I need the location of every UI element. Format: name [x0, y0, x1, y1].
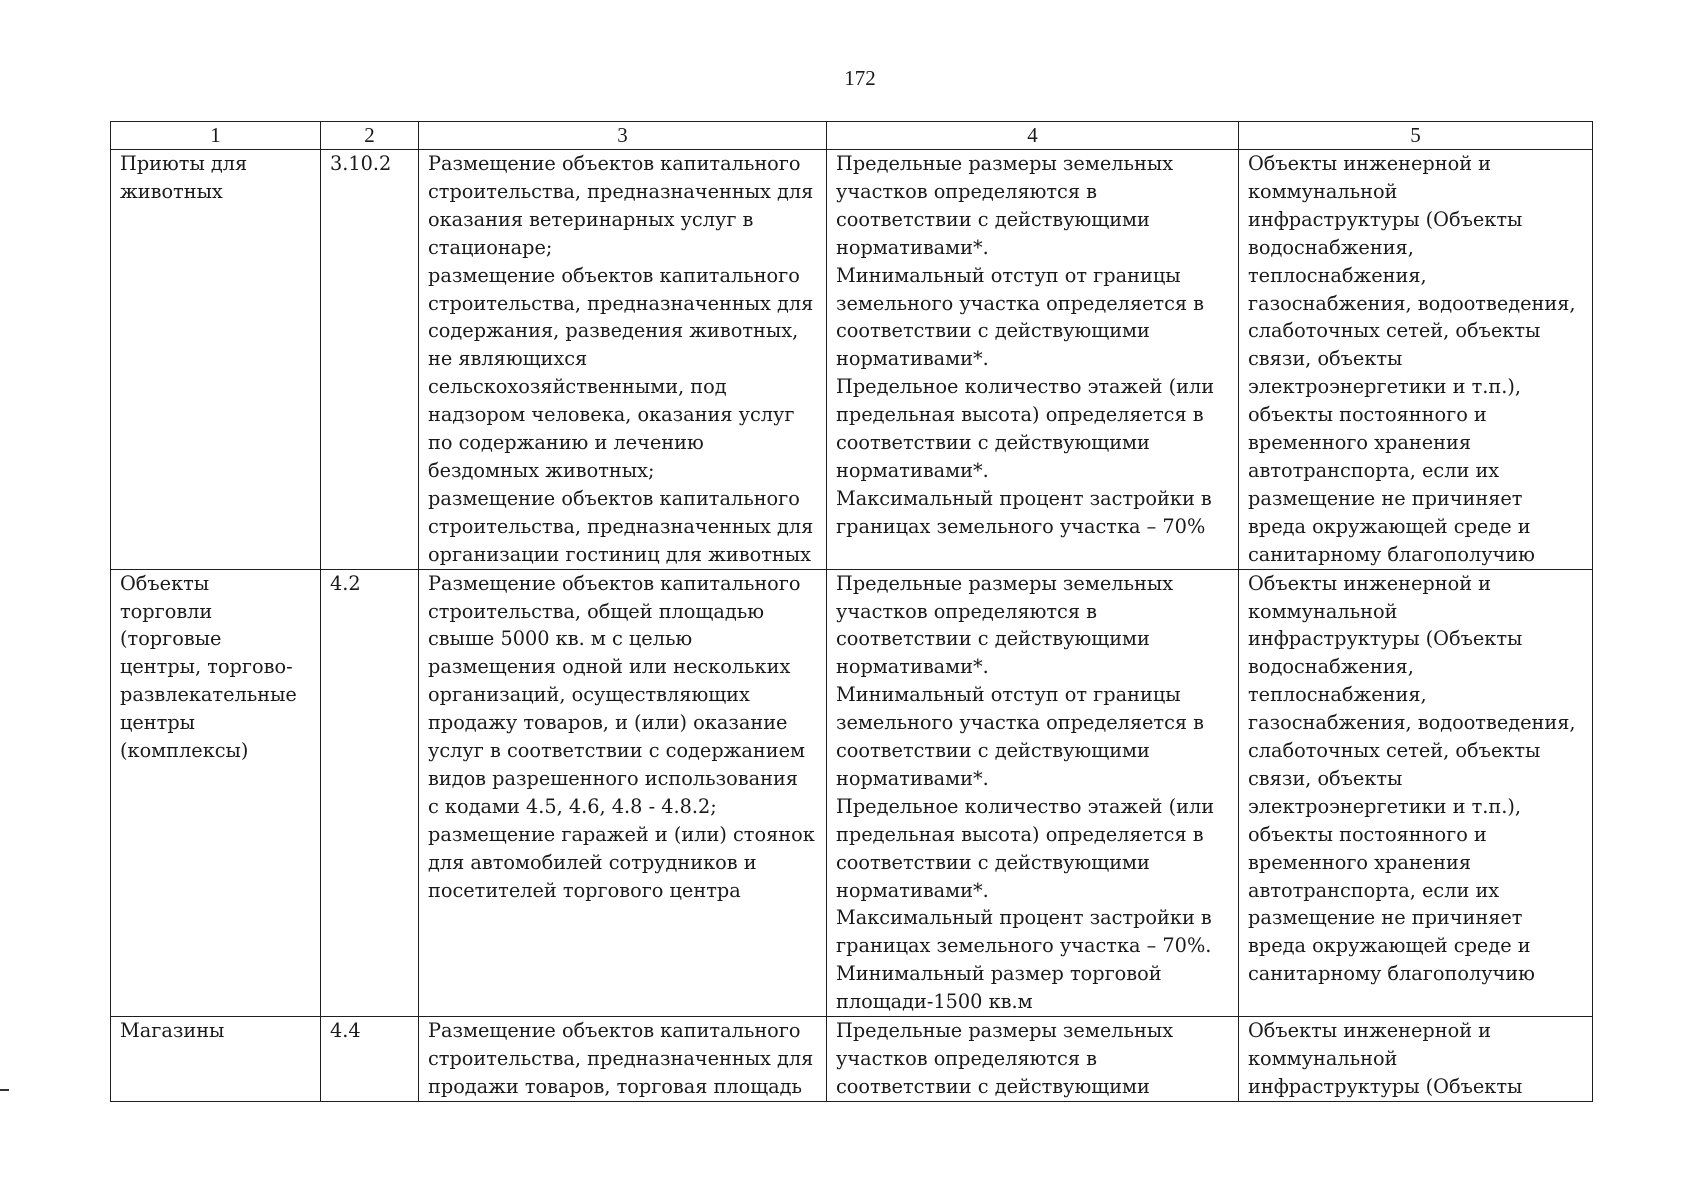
use-description-cell [419, 1017, 827, 1102]
auxiliary-uses: Объекты инженерной и коммунальной инфраструктуры (Объекты водоснабжения, теплоснабжения, газоснабжения, водоотведения, слаботочных сетей, объекты связи, объекты электроэнергетики и т.п.), объекты постоянного и временного хранения автотранспорта, если их размещение не причиняет вреда окружающей среде и санитарному благополучию [1248, 571, 1576, 986]
auxiliary-uses-cell [1239, 569, 1593, 1017]
auxiliary-uses: Объекты инженерной и коммунальной инфраструктуры (Объекты [1248, 1019, 1523, 1098]
use-name: Магазины [120, 1019, 225, 1043]
use-code-cell [321, 1017, 419, 1102]
table-row [111, 1017, 1593, 1102]
use-name: Приюты для животных [120, 152, 248, 203]
header-cell-2: 2 [321, 122, 419, 150]
use-parameters-cell [827, 569, 1239, 1017]
use-description: Размещение объектов капитального строительства, предназначенных для оказания ветеринарных услуг в стационаре; размещение объектов капитального строительства, предназначенных для содержания, разведения животных, не являющихся сельскохозяйственными, под надзором человека, оказания услуг по содержанию и лечению бездомных животных; размещение объектов капитального строительства, предназначенных для организации гостиниц для животных [428, 152, 814, 566]
use-parameters: Предельные размеры земельных участков определяются в соответствии с действующими нормативами*. Минимальный отступ от границы земельного участка определяется в соответствии с действующими нормативами*. Предельное количество этажей (или предельная высота) определяется в соответствии с действующими нормативами*. Максимальный процент застройки в границах земельного участка – 70%. Минимальный размер торговой площади-1500 кв.м [836, 571, 1215, 1014]
use-code: 4.2 [330, 571, 361, 595]
use-code-cell [321, 150, 419, 570]
use-code-cell [321, 569, 419, 1017]
margin-mark [0, 1089, 9, 1091]
header-cell-4: 4 [827, 122, 1239, 150]
header-cell-5: 5 [1239, 122, 1593, 150]
use-code: 3.10.2 [330, 152, 392, 175]
use-parameters: Предельные размеры земельных участков определяются в соответствии с действующими нормативами*. Минимальный отступ от границы земельного участка определяется в соответствии с действующими нормативами*. Предельное количество этажей (или предельная высота) определяется в соответствии с действующими нормативами*. Максимальный процент застройки в границах земельного участка – 70% [836, 152, 1215, 538]
use-code: 4.4 [330, 1019, 361, 1043]
regulations-table [110, 121, 1593, 1102]
auxiliary-uses: Объекты инженерной и коммунальной инфраструктуры (Объекты водоснабжения, теплоснабжения, газоснабжения, водоотведения, слаботочных сетей, объекты связи, объекты электроэнергетики и т.п.), объекты постоянного и временного хранения автотранспорта, если их размещение не причиняет вреда окружающей среде и санитарному благополучию [1248, 152, 1576, 566]
use-description-cell [419, 569, 827, 1017]
table-row [111, 150, 1593, 570]
use-description: Размещение объектов капитального строительства, общей площадью свыше 5000 кв. м с целью размещения одной или нескольких организаций, осуществляющих продажу товаров, и (или) оказание услуг в соответствии с содержанием видов разрешенного использования с кодами 4.5, 4.6, 4.8 - 4.8.2; размещение гаражей и (или) стоянок для автомобилей сотрудников и посетителей торгового центра [428, 571, 815, 902]
use-parameters-cell [827, 1017, 1239, 1102]
use-description-cell [419, 150, 827, 570]
use-name-cell [111, 569, 321, 1017]
table-row [111, 569, 1593, 1017]
use-parameters: Предельные размеры земельных участков определяются в соответствии с действующими [836, 1019, 1174, 1098]
use-name-cell [111, 150, 321, 570]
auxiliary-uses-cell [1239, 150, 1593, 570]
use-description: Размещение объектов капитального строительства, предназначенных для продажи товаров, торговая площадь [428, 1019, 814, 1098]
page-number: 172 [844, 66, 876, 90]
use-name-cell [111, 1017, 321, 1102]
use-parameters-cell [827, 150, 1239, 570]
table-header-row [111, 122, 1593, 150]
use-name: Объекты торговли (торговые центры, торгово- развлекательные центры (комплексы) [120, 571, 297, 763]
header-cell-1: 1 [111, 122, 321, 150]
auxiliary-uses-cell [1239, 1017, 1593, 1102]
header-cell-3: 3 [419, 122, 827, 150]
